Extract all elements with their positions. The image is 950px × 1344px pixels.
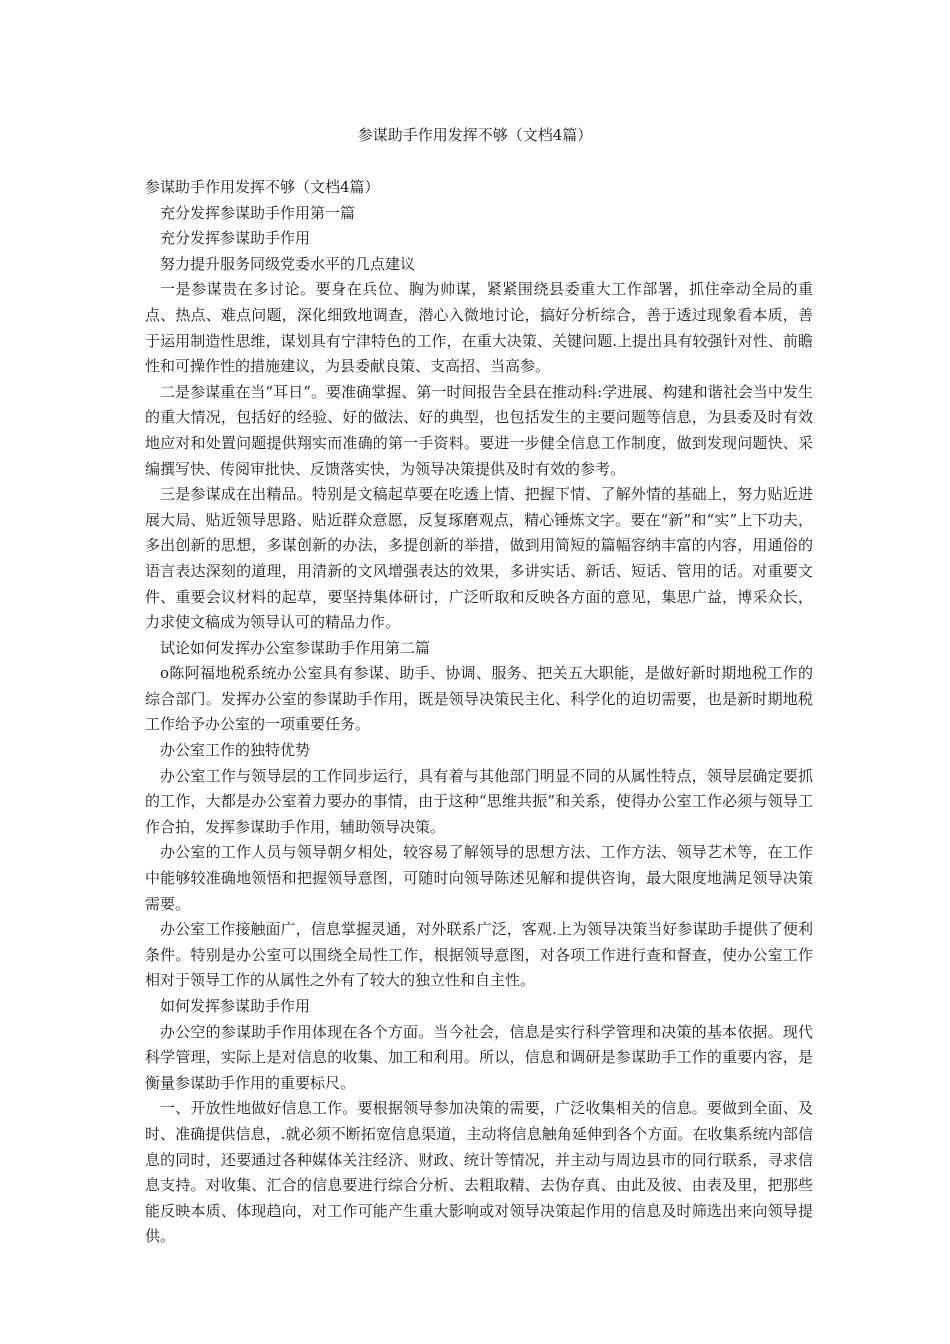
- document-body: [145, 175, 813, 1250]
- paragraph: 努力提升服务同级党委水平的几点建议: [160, 254, 416, 273]
- paragraph: 办公室工作与领导层的工作同步运行，具有着与其他部门明显不同的从属性特点，领导层确定要抓的工作，大都是办公室着力要办的事情，由于这种“思维共振”和关系，使得办公室工作必须与领导工作合拍，发挥参谋助手作用，辅助领导决策。: [145, 766, 813, 836]
- paragraph: 三是参谋成在出精品。特别是文稿起草要在吃透上情、把握下情、了解外情的基础上，努力贴近进展大局、贴近领导思路、贴近群众意愿，反复琢磨观点，精心锤炼文字。要在“新”和“实”上下功夫，多出创新的思想，多谋创新的办法，多提创新的举措，做到用简短的篇幅容纳丰富的内容，用通俗的语言表达深刻的道理，用清新的文风增强表达的效果，多讲实话、新话、短话、管用的话。对重要文件、重要会议材料的起草，要坚持集体研讨，广泛听取和反映各方面的意见，集思广益，博采众长，力求使文稿成为领导认可的精品力作。: [145, 485, 813, 632]
- paragraph: 办公室工作的独特优势: [160, 741, 311, 760]
- paragraph: 充分发挥参谋助手作用第一篇: [160, 203, 356, 222]
- paragraph: 办公室的工作人员与领导朝夕相处，较容易了解领导的思想方法、工作方法、领导艺术等，在工作中能够较准确地领悟和把握领导意图，可随时向领导陈述见解和提供咨询，最大限度地满足领导决策需要。: [145, 843, 813, 913]
- paragraph: 充分发挥参谋助手作用: [160, 229, 311, 248]
- paragraph: o陈阿福地税系统办公室具有参谋、助手、协调、服务、把关五大职能，是做好新时期地税工作的综合部门。发挥办公室的参谋助手作用，既是领导决策民主化、科学化的迫切需要，也是新时期地税工作给予办公室的一项重要任务。: [145, 664, 813, 734]
- paragraph: 办公室工作接触面广，信息掌握灵通，对外联系广泛，客观.上为领导决策当好参谋助手提供了便利条件。特别是办公室可以围绕全局性工作，根据领导意图，对各项工作进行查和督查，使办公室工作相对于领导工作的从属性之外有了较大的独立性和自主性。: [145, 920, 813, 990]
- paragraph: 参谋助手作用发挥不够（文档4篇）: [145, 178, 380, 196]
- paragraph: 一是参谋贵在多讨论。要身在兵位、胸为帅谋，紧紧围绕县委重大工作部署，抓住牵动全局的重点、热点、难点问题，深化细致地调查，潜心入微地讨论，搞好分析综合，善于透过现象看本质，善于运用制造性思维，谋划具有宁津特色的工作，在重大决策、关键问题.上提出具有较强针对性、前瞻性和可操作性的措施建议，为县委献良策、支高招、当高参。: [145, 280, 813, 376]
- paragraph: 如何发挥参谋助手作用: [160, 997, 311, 1015]
- paragraph: 试论如何发挥办公室参谋助手作用第二篇: [160, 638, 431, 657]
- paragraph: 二是参谋重在当“耳日”。要准确掌握、第一时间报告全县在推动科:学进展、构建和谐社会当中发生的重大情况，包括好的经验、好的做法、好的典型，也包括发生的主要问题等信息，为县委及时有效地应对和处置问题提供翔实而准确的第一手资料。要进一步健全信息工作制度，做到发现问题快、采编撰写快、传阅审批快、反馈落实快，为领导决策提供及时有效的参考。: [145, 382, 813, 478]
- paragraph: 办公空的参谋助手作用体现在各个方面。当今社会，信息是实行科学管理和决策的基本依据。现代科学管理，实际上是对信息的收集、加工和利用。所以，信息和调研是参谋助手工作的重要内容，是衡量参谋助手作用的重要标尺。: [145, 1022, 813, 1092]
- document-title: 参谋助手作用发挥不够（文档4篇）: [357, 126, 593, 144]
- paragraph: 一、开放性地做好信息工作。要根据领导参加决策的需要，广泛收集相关的信息。要做到全面、及时、准确提供信息，.就必须不断拓宽信息渠道，主动将信息触角延伸到各个方面。在收集系统内部信息的同时，还要通过各种媒体关注经济、财政、统计等情况，并主动与周边县市的同行联系，寻求信息支持。对收集、汇合的信息要进行综合分析、去粗取精、去伪存真、由此及彼、由表及里，把那些能反映本质、体现趋向，对工作可能产生重大影响或对领导决策起作用的信息及时筛选出来向领导提供。: [145, 1099, 813, 1246]
